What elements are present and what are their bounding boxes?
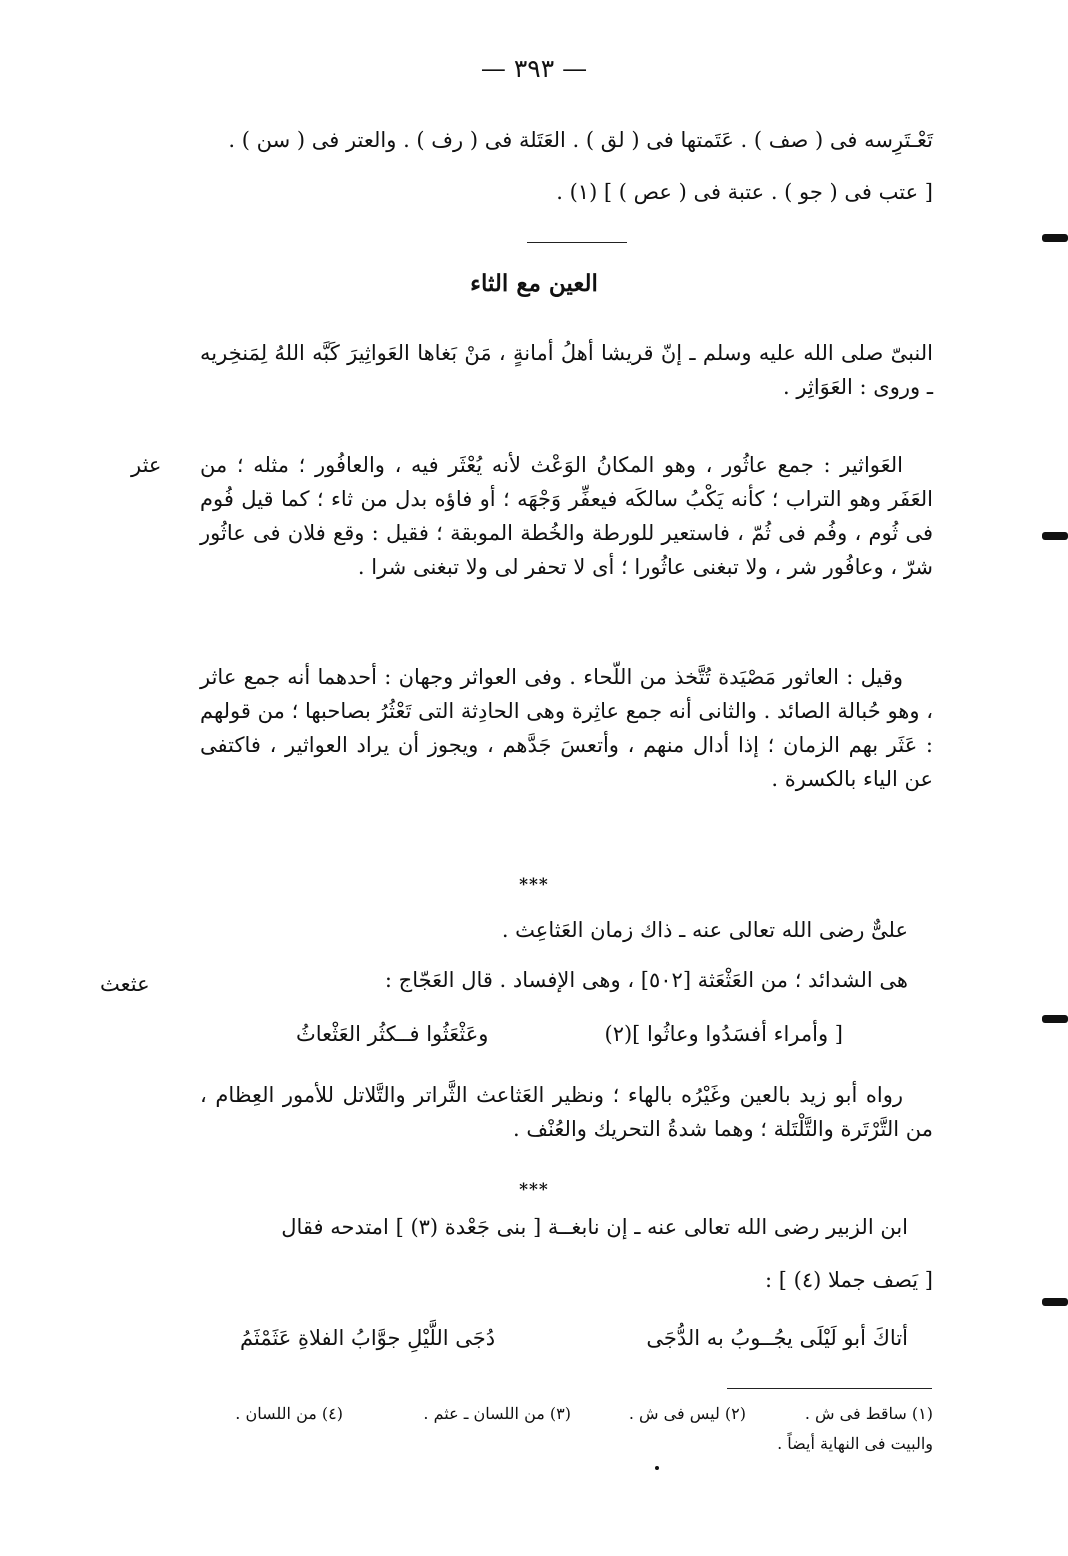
footnote-5: والبيت فى النهاية أيضاً . [777, 1434, 933, 1453]
separator-stars-1: *** [519, 875, 549, 895]
footnote-1: (١) ساقط فى ش . [804, 1404, 933, 1423]
entry-2-verse-left: وعَثْعَثُوا فــكثُر العَثْعاثُ [296, 1022, 489, 1046]
section-title: العين مع الثاء [470, 270, 598, 297]
footnote-divider [727, 1388, 932, 1389]
stray-dot [655, 1466, 659, 1470]
entry-3-verse-right: أتاكَ أبو لَيْلَى يجُــوبُ به الدُّجَى [646, 1326, 908, 1350]
entry-3-verse-left: دُجَى اللَّيْلِ جوَّابُ الفلاةِ عَثَمْثَمُ [240, 1326, 496, 1350]
page-number: — ٣٩٣ — [480, 54, 588, 83]
entry-2-verse-right: [ وأمراء أفسَدُوا وعاثُوا ](٢) [604, 1022, 843, 1046]
top-line-1: تَعْـتَرِسه فى ( صف ) . عَتَمتها فى ( لق ) . العَتَلة فى ( رف ) . والعتر فى ( سن ) . [228, 128, 933, 152]
footnote-4: (٤) من اللسان . [235, 1404, 343, 1423]
edge-mark [1042, 1298, 1068, 1306]
entry-1-hadith: النبىّ صلى الله عليه وسلم ـ إنّ قريشا أهلُ أمانةٍ ، مَنْ بَغاها العَواثِيرَ كَبَّه اللهُ لِمَنخِريه ـ وروى : العَوَاثِر . [200, 341, 933, 399]
section-divider [527, 242, 627, 243]
separator-stars-2: *** [519, 1180, 549, 1200]
edge-mark [1042, 1015, 1068, 1023]
edge-mark [1042, 532, 1068, 540]
entry-3-line-2: [ يَصف جملا (٤) ] : [765, 1268, 933, 1292]
entry-2-definition: هى الشدائد ؛ من العَثْعَثة [٥٠٢] ، وهى الإفساد . قال العَجّاج : [384, 968, 908, 992]
top-line-2: [ عتب فى ( جو ) . عتبة فى ( عص ) ] (١) . [556, 180, 933, 204]
entry-2-paragraph: رواه أبو زيد بالعين وغَيْرُه بالهاء ؛ ونظير العَثاعث الثَّراتر والتَّلاتل للأمور العِظام ، من التَّرْتَرة والتَّلْتَلة ؛ وهما شدةُ التحريك والعُنْف . [200, 1083, 933, 1141]
margin-root-1: عثر [131, 453, 162, 477]
entry-3-line-1: ابن الزبير رضى الله تعالى عنه ـ إن نابغــة [ بنى جَعْدة (٣) ] امتدحه فقال [281, 1215, 908, 1239]
entry-2-hadith: علىٌّ رضى الله تعالى عنه ـ ذاك زمان العَثاعِث . [501, 918, 908, 942]
edge-mark [1042, 234, 1068, 242]
entry-1-para-2: وقيل : العاثور مَصْيَدة تُتَّخذ من اللّحاء . وفى العواثر وجهان : أحدهما أنه جمع عاثر ، وهو حُبالة الصائد . والثانى أنه جمع عاثِرة وهى الحادِثة التى تَعْثُرُ بصاحبها ؛ من قولهم : عَثَر بهم الزمان ؛ إذا أدال منهم ، وأتعسَ جَدَّهم ، ويجوز أن يراد العواثير ، فاكتفى عن الياء بالكسرة . [200, 665, 933, 791]
footnote-2: (٢) ليس فى ش . [628, 1404, 746, 1423]
footnote-3: (٣) من اللسان ـ عثم . [423, 1404, 571, 1423]
margin-root-2: عثعث [100, 972, 150, 996]
entry-1-para-1: العَواثير : جمع عاثُور ، وهو المكانُ الوَعْث لأنه يُعْثَر فيه ، والعافُور ؛ مثله ؛ من العَفَر وهو التراب ؛ كأنه يَكْبُ سالكَه فيعفِّر وَجْهَه ؛ أو فاؤه بدل من ثاء ؛ كما قيل فُوم فى ثُوم ، وفُم فى ثُمّ ، فاستعير للورطة والخُطة الموبقة ؛ فقيل : وقع فلان فى عاثُور شرّ ، وعافُور شر ، ولا تبغنى عاثُورا ؛ أى لا تحفر لى ولا تبغنى شرا . [200, 453, 933, 579]
